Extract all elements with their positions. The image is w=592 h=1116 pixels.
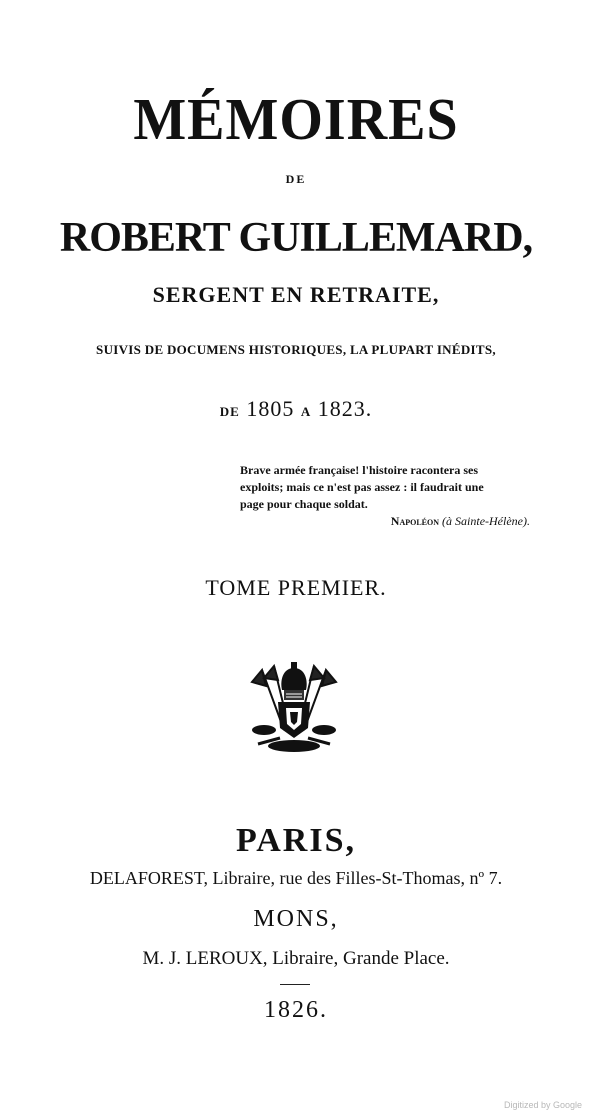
publisher-paris: DELAFOREST, Libraire, rue des Filles-St-Thomas, nº 7. xyxy=(89,868,503,888)
epigraph xyxy=(240,462,560,530)
book-title: MÉMOIRES xyxy=(133,87,459,153)
date-range xyxy=(0,396,592,422)
subtitle: SUIVIS DE DOCUMENS HISTORIQUES, LA PLUPART INÉDITS, xyxy=(96,342,496,357)
author-name: ROBERT GUILLEMARD, xyxy=(59,215,533,261)
volume-label: TOME PREMIER. xyxy=(205,575,387,600)
epigraph-line: Brave armée française! l'histoire racontera ses xyxy=(240,463,479,477)
epigraph-place: (à Sainte-Hélène). xyxy=(442,514,530,528)
epigraph-line: page pour chaque soldat. xyxy=(240,497,368,511)
date-end: 1823. xyxy=(317,396,373,421)
digitized-watermark: Digitized by Google xyxy=(503,1100,582,1110)
date-start: 1805 xyxy=(246,396,295,421)
title-connector: DE xyxy=(285,172,307,186)
date-a: A xyxy=(300,404,312,419)
epigraph-author: Napoléon xyxy=(390,514,440,528)
epigraph-line: exploits; mais ce n'est pas assez : il faudrait une xyxy=(240,480,484,494)
trophy-of-arms-icon xyxy=(244,660,344,756)
divider-rule xyxy=(280,984,310,985)
author-rank: SERGENT EN RETRAITE, xyxy=(152,282,440,307)
publisher-mons: M. J. LEROUX, Libraire, Grande Place. xyxy=(142,948,450,969)
imprint-city-mons: MONS, xyxy=(253,906,339,932)
date-de: DE xyxy=(219,404,240,419)
epigraph-attribution xyxy=(240,513,560,530)
publication-year: 1826. xyxy=(264,997,328,1023)
imprint-city-paris: PARIS, xyxy=(236,822,356,859)
